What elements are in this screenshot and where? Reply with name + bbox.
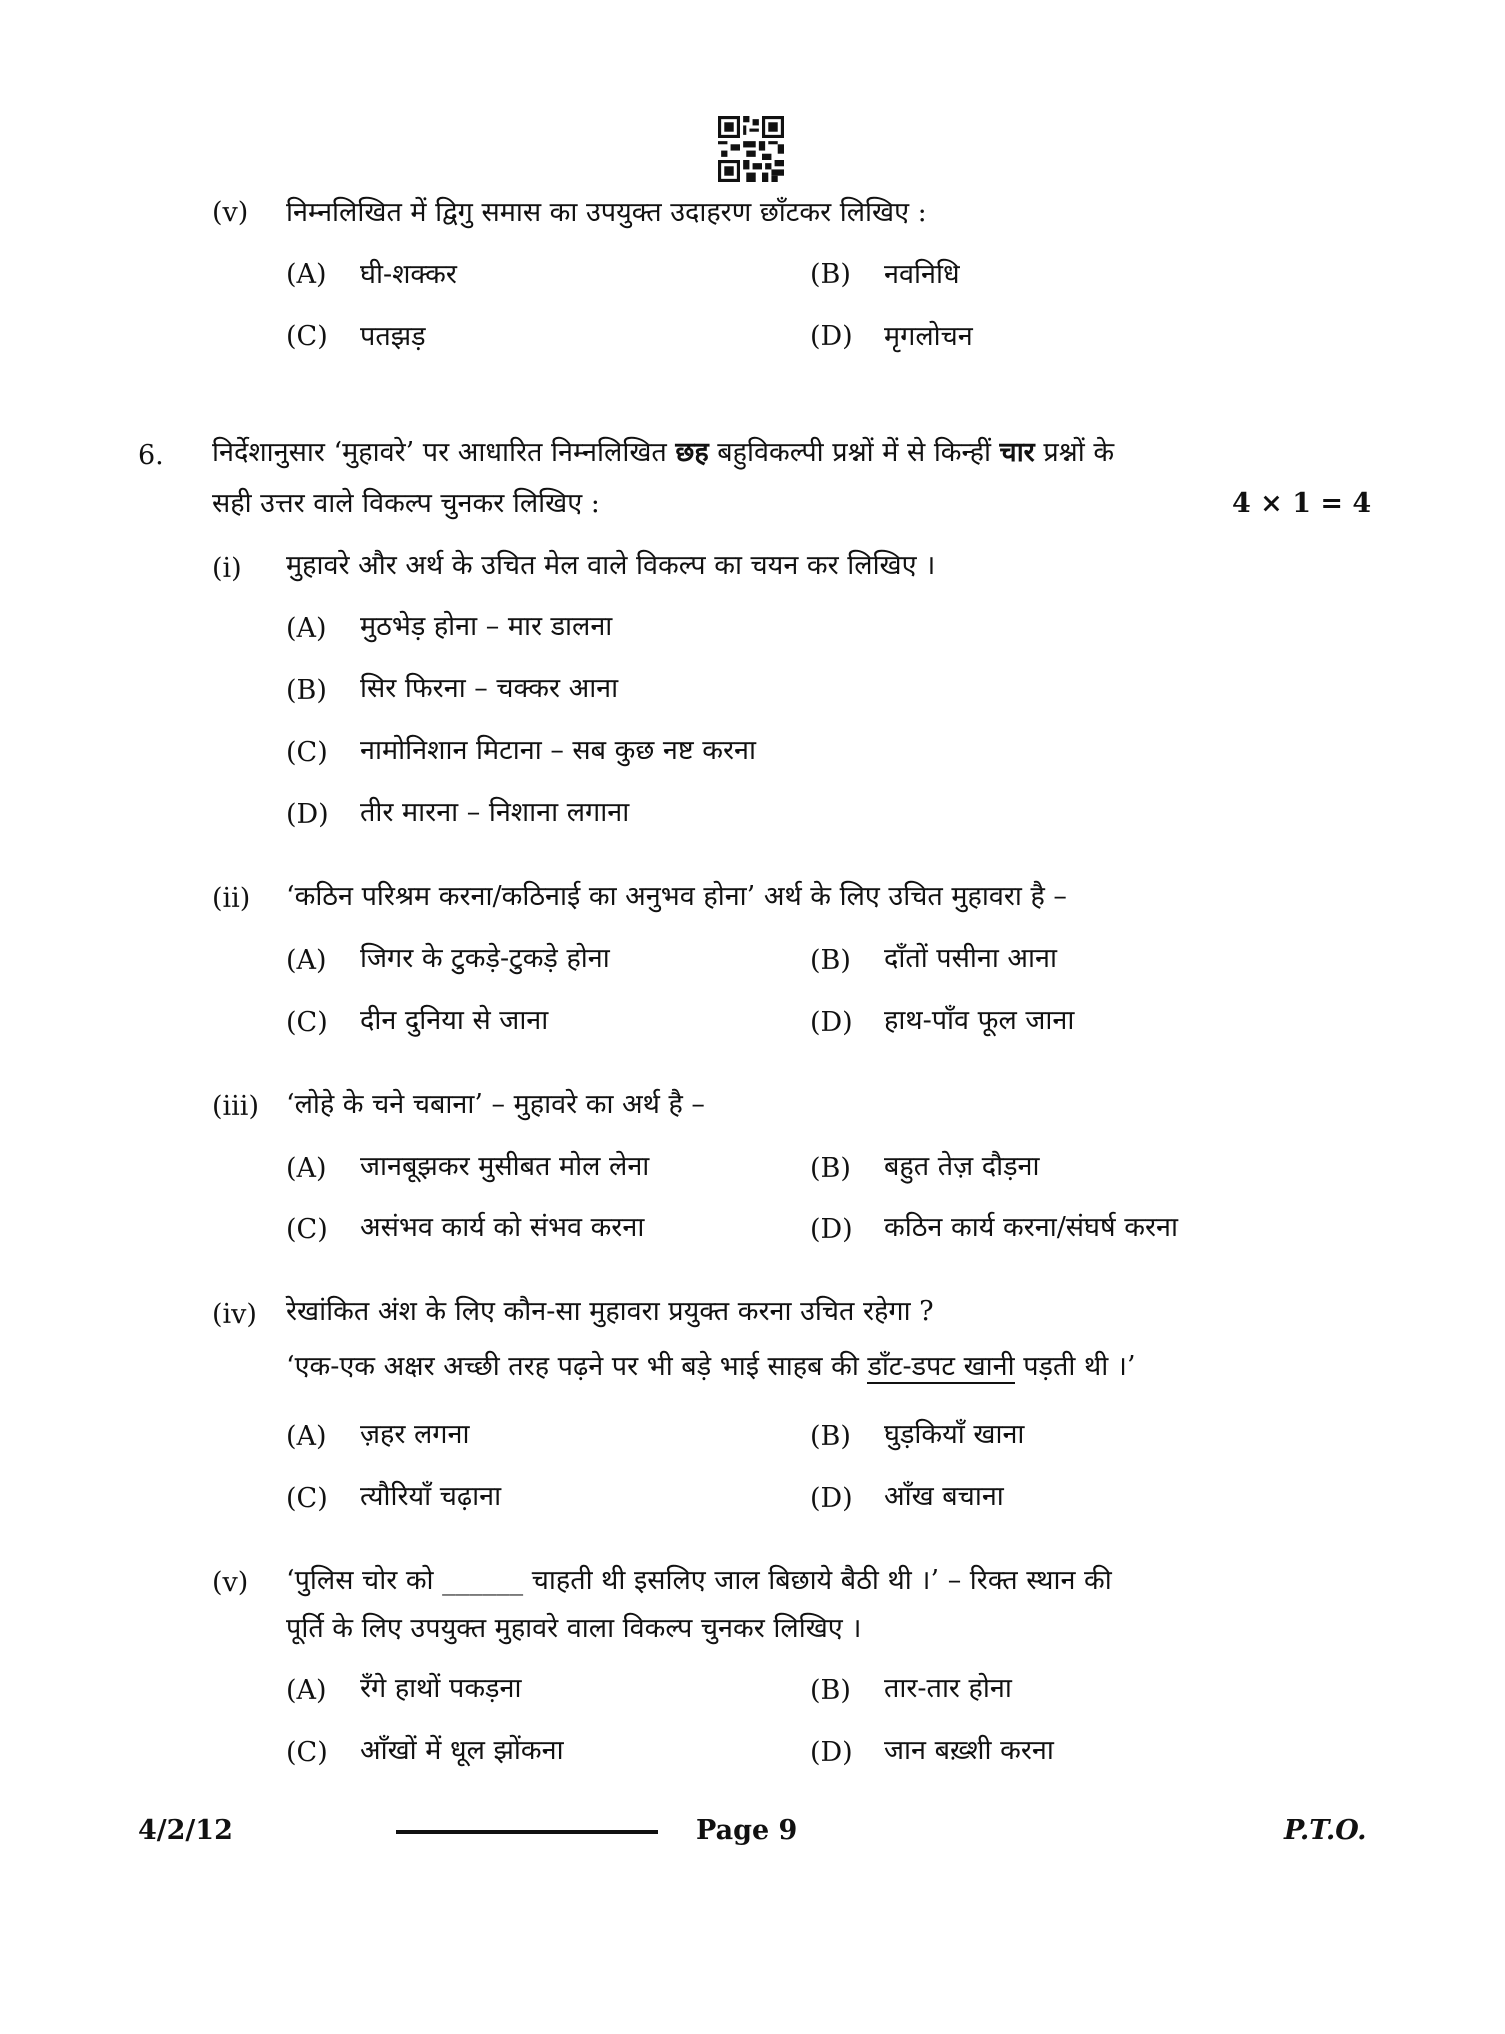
option-label: (A): [286, 1421, 327, 1452]
qr-code-icon: [718, 116, 784, 182]
option-text: नवनिधि: [884, 259, 960, 290]
option-text: तीर मारना – निशाना लगाना: [360, 797, 630, 828]
sub-question-text: ‘कठिन परिश्रम करना/कठिनाई का अनुभव होना’ अर्थ के लिए उचित मुहावरा है –: [286, 881, 1067, 912]
option-label: (D): [810, 1737, 853, 1768]
option-label: (C): [286, 1007, 328, 1038]
sentence-part: ‘पुलिस चोर को: [286, 1565, 443, 1596]
option-label: (B): [810, 1153, 851, 1184]
option-text: कठिन कार्य करना/संघर्ष करना: [884, 1212, 1178, 1243]
option-text: दाँतों पसीना आना: [884, 943, 1058, 974]
sub-question-sentence: [286, 1350, 1136, 1384]
option-label: (B): [810, 259, 851, 290]
option-label: (D): [810, 1214, 853, 1245]
question-text-line2: सही उत्तर वाले विकल्प चुनकर लिखिए :: [212, 488, 600, 519]
option-text: दीन दुनिया से जाना: [360, 1005, 549, 1036]
question-text: [212, 436, 1114, 470]
marks-label: 4 × 1 = 4: [1232, 488, 1372, 519]
option-text: आँखों में धूल झोंकना: [360, 1735, 564, 1766]
option-label: (C): [286, 321, 328, 352]
q6-line1-part: बहुविकल्पी प्रश्नों में से किन्हीं: [708, 437, 1000, 468]
option-label: (D): [810, 321, 853, 352]
sentence-part: चाहती थी इसलिए जाल बिछाये बैठी थी ।’ – रिक्त स्थान की: [523, 1565, 1112, 1596]
page-number: Page 9: [696, 1815, 798, 1846]
sub-question-number: (i): [212, 553, 242, 584]
option-text: आँख बचाना: [884, 1481, 1004, 1512]
option-text: जानबूझकर मुसीबत मोल लेना: [360, 1151, 650, 1182]
pto-label: P.T.O.: [1284, 1815, 1367, 1846]
q6-emphasis: चार: [999, 437, 1035, 468]
sentence-part: पड़ती थी ।’: [1014, 1351, 1136, 1382]
sub-question-number: (iv): [212, 1299, 257, 1330]
option-text: जिगर के टुकड़े-टुकड़े होना: [360, 943, 610, 974]
option-label: (D): [810, 1007, 853, 1038]
option-label: (D): [810, 1483, 853, 1514]
option-label: (A): [286, 613, 327, 644]
option-text: मुठभेड़ होना – मार डालना: [360, 611, 613, 642]
q6-line1-part: निर्देशानुसार ‘मुहावरे’ पर आधारित निम्नलिखित: [212, 437, 676, 468]
option-label: (A): [286, 945, 327, 976]
paper-code: 4/2/12: [138, 1815, 233, 1846]
sentence-part: ‘एक-एक अक्षर अच्छी तरह पढ़ने पर भी बड़े भाई साहब की: [286, 1351, 868, 1382]
blank-space: ______: [442, 1565, 524, 1596]
q6-emphasis: छह: [675, 437, 709, 468]
option-label: (A): [286, 1675, 327, 1706]
option-label: (B): [810, 1421, 851, 1452]
option-text: हाथ-पाँव फूल जाना: [884, 1005, 1075, 1036]
option-text: बहुत तेज़ दौड़ना: [884, 1151, 1040, 1182]
option-text: तार-तार होना: [884, 1673, 1012, 1704]
option-text: मृगलोचन: [884, 321, 973, 352]
option-text: घुड़कियाँ खाना: [884, 1419, 1025, 1450]
sub-question-text: [286, 1564, 1112, 1598]
option-label: (D): [286, 799, 329, 830]
option-label: (A): [286, 1153, 327, 1184]
sub-question-text: ‘लोहे के चने चबाना’ – मुहावरे का अर्थ है –: [286, 1089, 705, 1120]
option-text: सिर फिरना – चक्कर आना: [360, 673, 619, 704]
question-number: 6.: [138, 440, 164, 471]
option-text: नामोनिशान मिटाना – सब कुछ नष्ट करना: [360, 735, 756, 766]
option-text: पतझड़: [360, 321, 426, 352]
option-label: (A): [286, 259, 327, 290]
option-label: (C): [286, 1214, 328, 1245]
sub-question-text: रेखांकित अंश के लिए कौन-सा मुहावरा प्रयुक्त करना उचित रहेगा ?: [286, 1296, 934, 1327]
option-label: (B): [810, 1675, 851, 1706]
footer-rule: [396, 1830, 658, 1834]
option-label: (B): [810, 945, 851, 976]
sub-question-number: (iii): [212, 1091, 259, 1122]
q6-line1-part: प्रश्नों के: [1034, 437, 1115, 468]
option-text: घी-शक्कर: [360, 259, 457, 290]
option-label: (B): [286, 675, 327, 706]
option-label: (C): [286, 1737, 328, 1768]
sub-question-text: मुहावरे और अर्थ के उचित मेल वाले विकल्प का चयन कर लिखिए ।: [286, 550, 936, 581]
sub-question-number: (v): [212, 1567, 249, 1598]
option-text: जान बख़्शी करना: [884, 1735, 1054, 1766]
underlined-phrase: डाँट-डपट खानी: [867, 1351, 1015, 1382]
sub-question-number: (ii): [212, 883, 251, 914]
option-text: त्यौरियाँ चढ़ाना: [360, 1481, 502, 1512]
option-text: ज़हर लगना: [360, 1419, 470, 1450]
option-label: (C): [286, 737, 328, 768]
option-text: असंभव कार्य को संभव करना: [360, 1212, 645, 1243]
option-label: (C): [286, 1483, 328, 1514]
question-text: निम्नलिखित में द्विगु समास का उपयुक्त उदाहरण छाँटकर लिखिए :: [286, 197, 927, 228]
sub-question-text-line2: पूर्ति के लिए उपयुक्त मुहावरे वाला विकल्प चुनकर लिखिए ।: [286, 1613, 862, 1644]
question-number: (v): [212, 197, 249, 228]
option-text: रँगे हाथों पकड़ना: [360, 1673, 522, 1704]
